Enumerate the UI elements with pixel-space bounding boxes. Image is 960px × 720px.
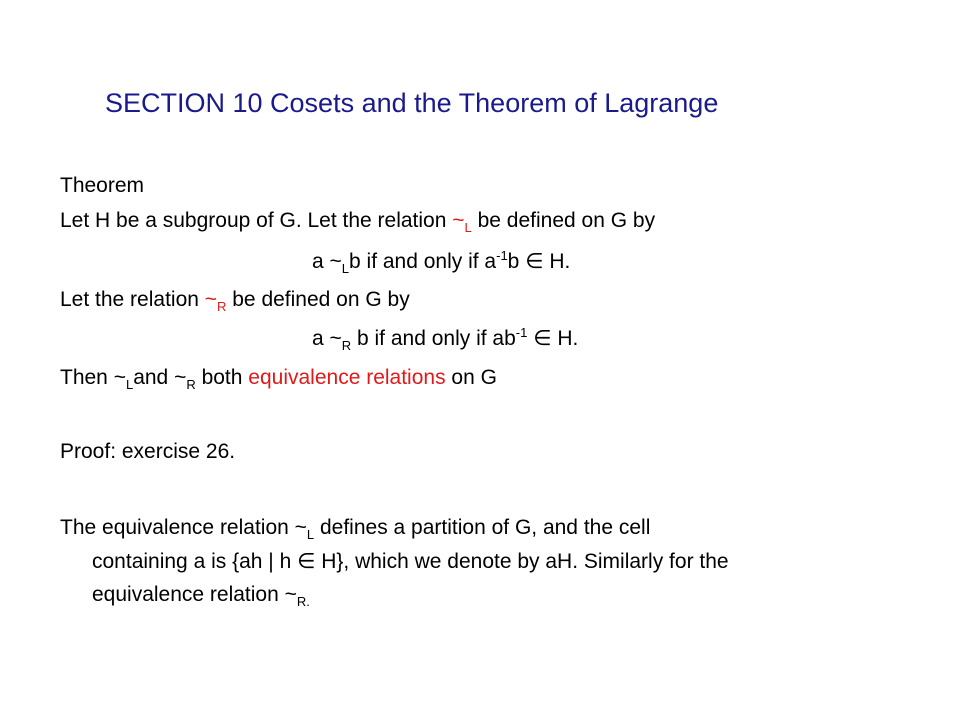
highlighted-term: equivalence relations	[248, 366, 446, 389]
theorem-line-right-intro: Let the relation $\sim_R$ be defined on G by	[60, 288, 410, 314]
paragraph-line-1: The equivalence relation $\sim_L$ defines a partition of G, and the cell	[60, 516, 651, 542]
relation-symbol: ~	[329, 327, 342, 350]
relation-symbol: ~	[294, 516, 307, 539]
theorem-right-relation-def: a $\sim_R$ b if and only if $ab^{-1}$ ∈ H.	[312, 325, 579, 353]
slide-title: SECTION 10 Cosets and the Theorem of Lagrange	[105, 88, 719, 118]
paragraph-line-3: equivalence relation $\sim_{R.}$	[92, 583, 310, 609]
element-of-symbol: ∈	[533, 327, 552, 350]
relation-symbol: ~	[113, 366, 126, 389]
paragraph-line-2: containing a is {ah | h ∈ H}, which we denote by aH. Similarly for the	[92, 550, 729, 573]
relation-symbol: ~	[174, 366, 187, 389]
relation-symbol: ~	[329, 250, 342, 273]
theorem-heading: Theorem	[60, 174, 145, 197]
theorem-conclusion: Then $\sim_Land$ $\sim_R$ both equivalence relations on G	[60, 366, 497, 392]
element-of-symbol: ∈	[525, 250, 544, 273]
element-of-symbol: ∈	[297, 550, 316, 573]
theorem-left-relation-def: a $\sim_Lb$ if and only if $a^{-1}b$ ∈ H.	[312, 248, 571, 276]
proof-line: Proof: exercise 26.	[60, 440, 236, 463]
relation-symbol: ~	[284, 583, 297, 606]
relation-symbol: ~	[204, 288, 218, 311]
relation-symbol: ~	[452, 209, 465, 232]
theorem-line-1: Let H be a subgroup of G. Let the relation $\sim_L$ be defined on G by	[60, 209, 656, 235]
